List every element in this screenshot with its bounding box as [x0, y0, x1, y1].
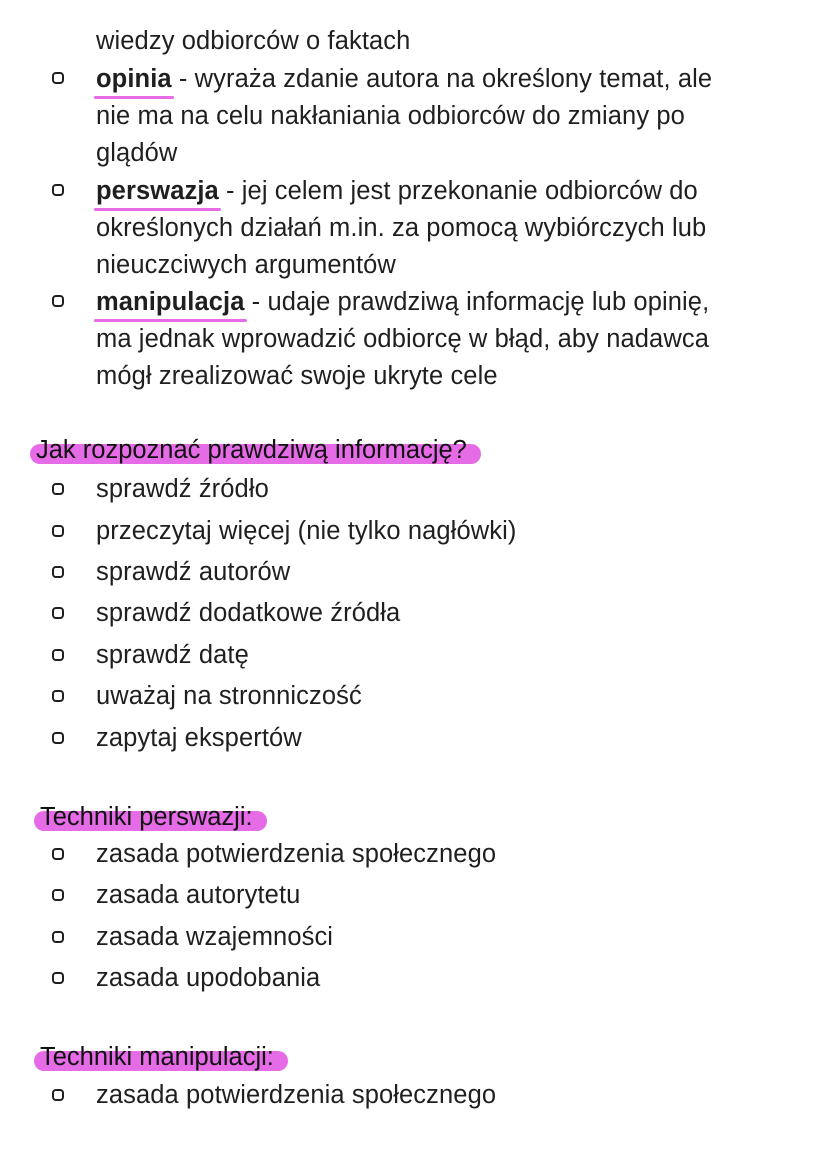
section-heading-verify: Jak rozpoznać prawdziwą informację? [36, 436, 467, 464]
bullet-icon [52, 889, 64, 901]
bullet-icon [52, 690, 64, 702]
bullet-icon [52, 1089, 64, 1101]
term-manipulacja: manipulacja [96, 287, 245, 317]
term-perswazja: perswazja [96, 176, 219, 206]
list-item: przeczytaj więcej (nie tylko nagłówki) [96, 517, 517, 545]
list-item: sprawdź źródło [96, 475, 269, 503]
definition-opinia: opinia - wyraża zdanie autora na określony temat, ale [96, 64, 712, 94]
list-item: sprawdź autorów [96, 558, 291, 586]
definition-continuation: wiedzy odbiorców o faktach [96, 27, 411, 55]
list-item: zasada wzajemności [96, 923, 334, 951]
definition-line: nie ma na celu nakłaniania odbiorców do zmiany po [96, 102, 685, 130]
bullet-icon [52, 566, 64, 578]
list-item: zapytaj ekspertów [96, 724, 302, 752]
bullet-icon [52, 848, 64, 860]
bullet-icon [52, 295, 64, 307]
list-item: uważaj na stronniczość [96, 682, 362, 710]
definition-line: nieuczciwych argumentów [96, 251, 396, 279]
list-item: zasada potwierdzenia społecznego [96, 1081, 497, 1109]
definition-line: mógł zrealizować swoje ukryte cele [96, 362, 498, 390]
section-heading-persuasion: Techniki perswazji: [40, 803, 253, 831]
definition-line: określonych działań m.in. za pomocą wybiórczych lub [96, 214, 707, 242]
bullet-icon [52, 72, 64, 84]
bullet-icon [52, 649, 64, 661]
list-item: sprawdź datę [96, 641, 249, 669]
list-item: zasada autorytetu [96, 881, 301, 909]
section-heading-manipulation: Techniki manipulacji: [40, 1043, 274, 1071]
definition-line: ma jednak wprowadzić odbiorcę w błąd, aby nadawca [96, 325, 709, 353]
term-opinia: opinia [96, 64, 172, 94]
bullet-icon [52, 483, 64, 495]
list-item: zasada upodobania [96, 964, 321, 992]
bullet-icon [52, 972, 64, 984]
bullet-icon [52, 732, 64, 744]
bullet-icon [52, 525, 64, 537]
list-item: sprawdź dodatkowe źródła [96, 599, 401, 627]
list-item: zasada potwierdzenia społecznego [96, 840, 497, 868]
definition-manipulacja: manipulacja - udaje prawdziwą informację lub opinię, [96, 287, 709, 317]
bullet-icon [52, 184, 64, 196]
definition-line: glądów [96, 139, 178, 167]
definition-perswazja: perswazja - jej celem jest przekonanie odbiorców do [96, 176, 698, 206]
bullet-icon [52, 607, 64, 619]
bullet-icon [52, 931, 64, 943]
